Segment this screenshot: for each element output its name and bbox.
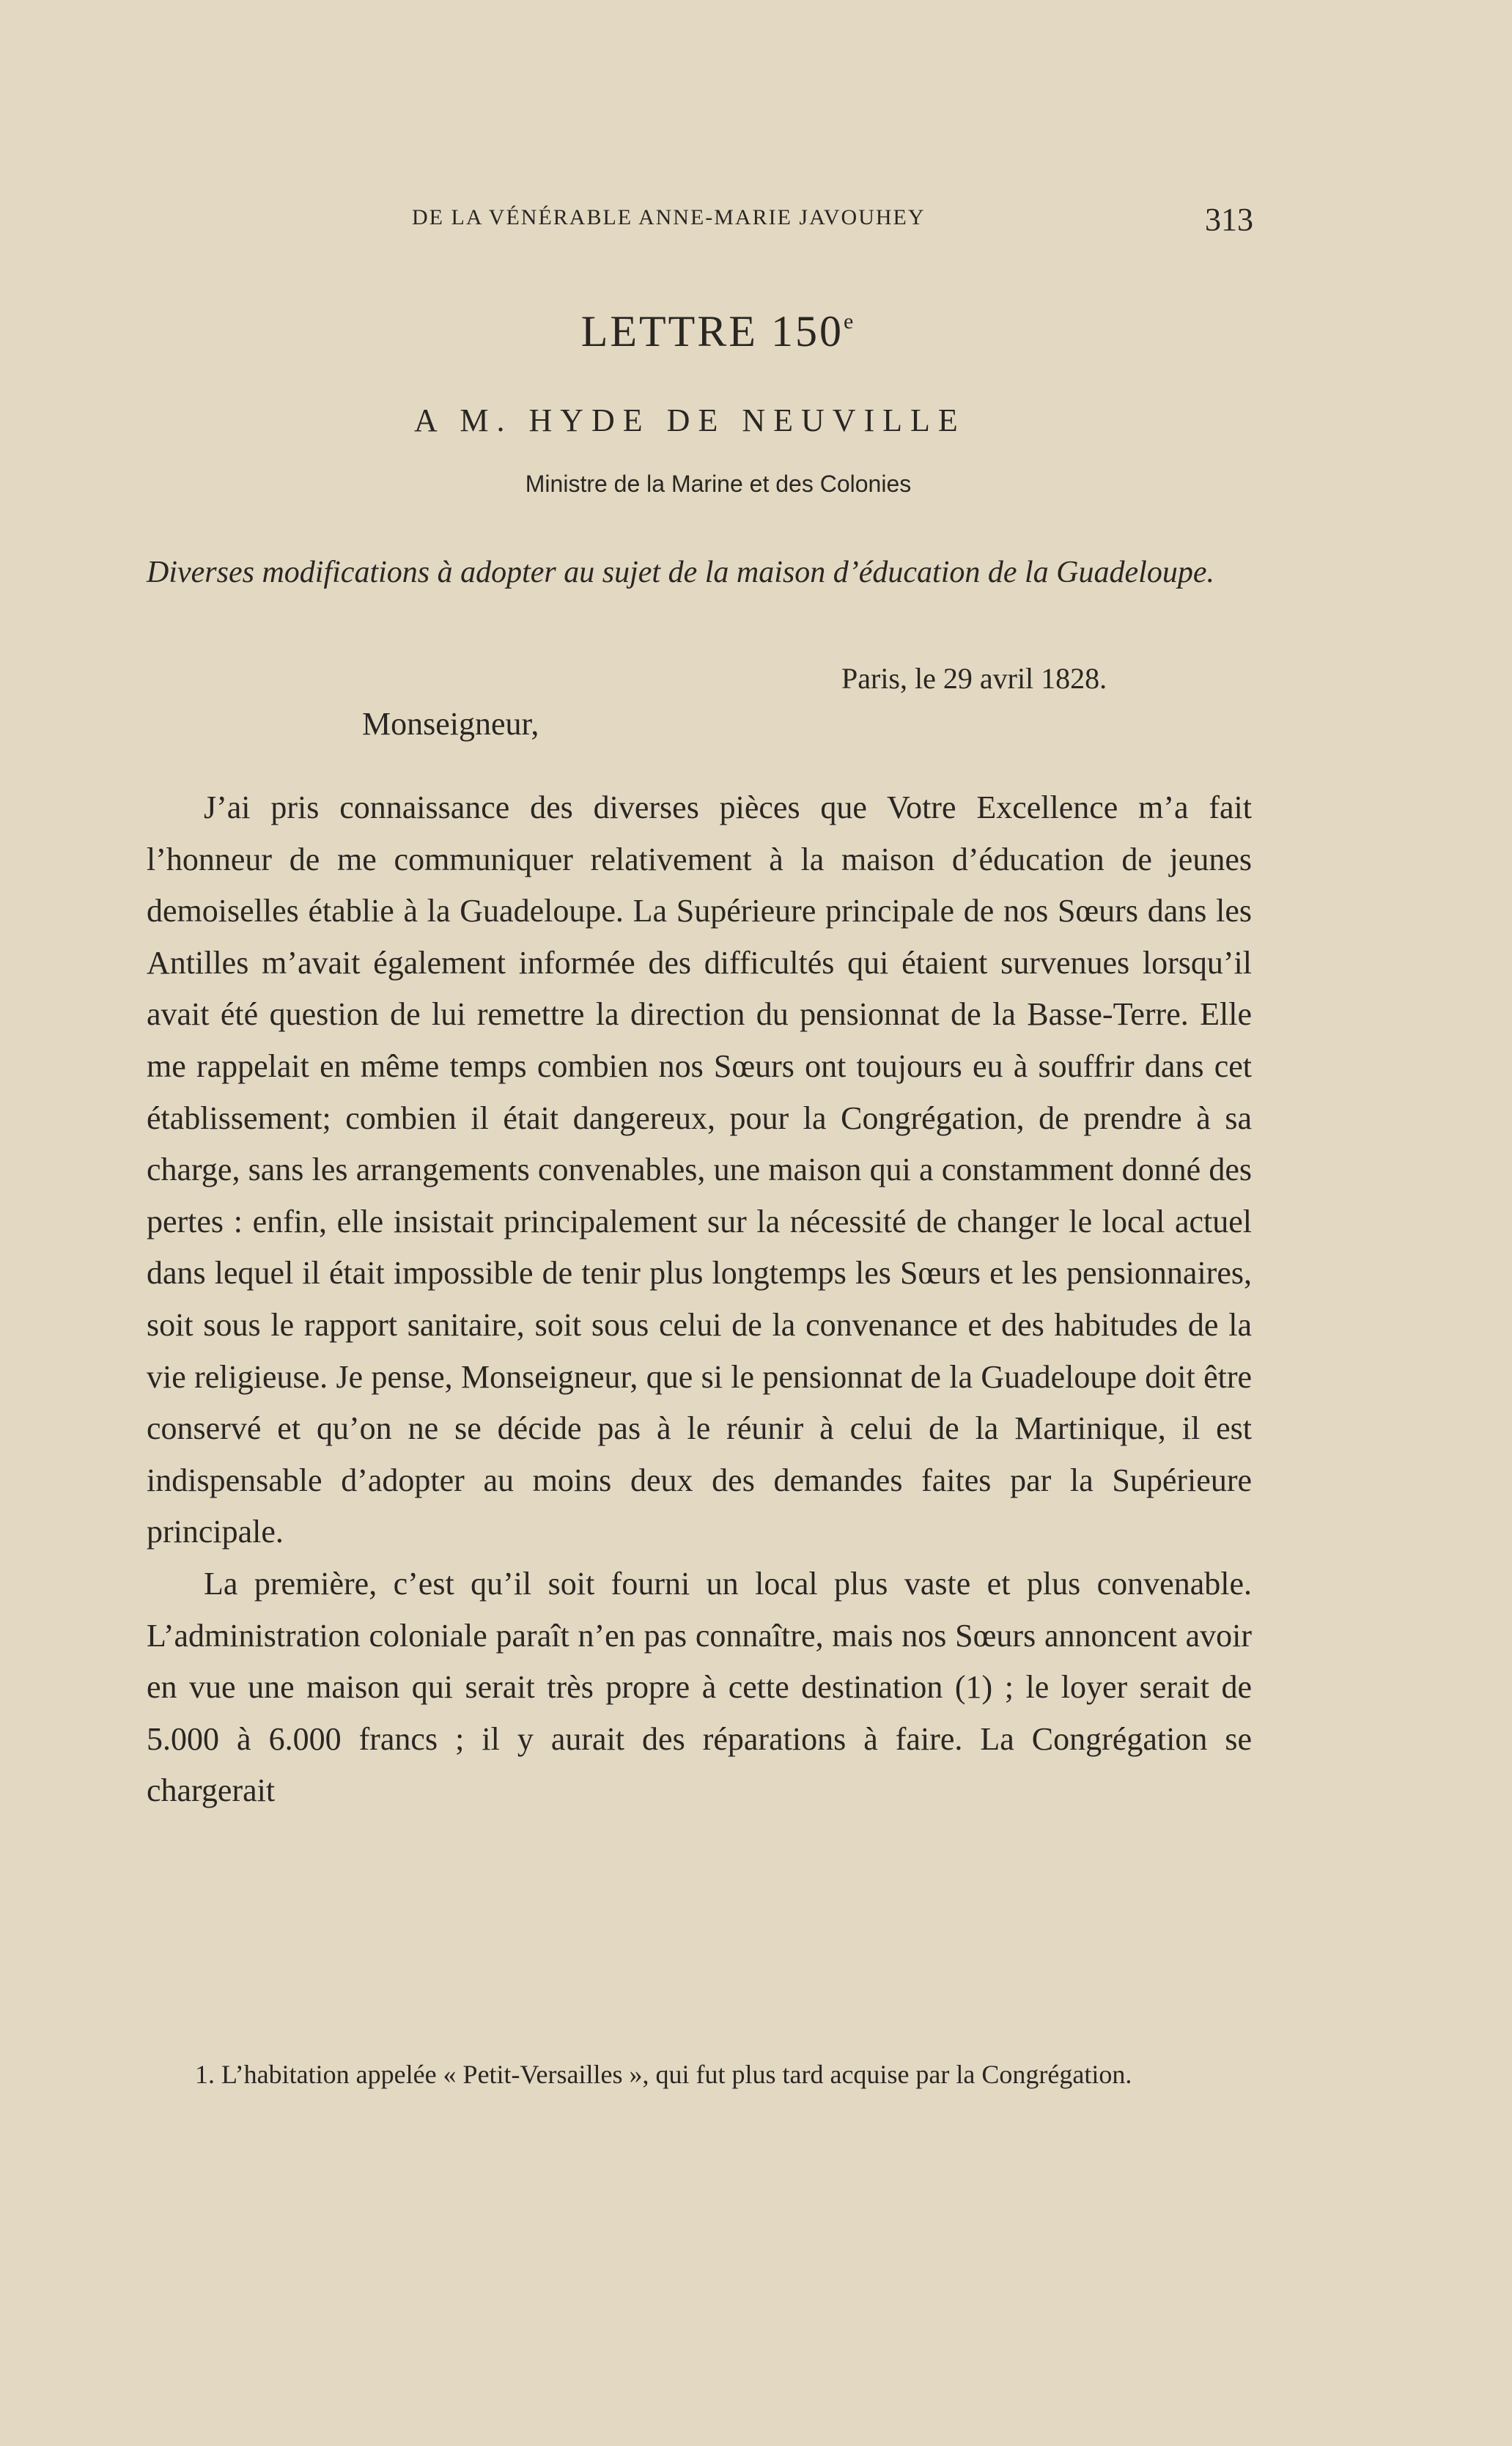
letter-summary: Diverses modifications à adopter au sujet de la maison d’éducation de la Guadeloupe. bbox=[147, 556, 1214, 589]
letter-salutation: Monseigneur, bbox=[362, 706, 539, 742]
running-head-title: DE LA VÉNÉRABLE ANNE-MARIE JAVOUHEY bbox=[412, 205, 926, 229]
letter-title-text: LETTRE 150 bbox=[580, 307, 844, 356]
body-paragraph: La première, c’est qu’il soit fourni un local plus vaste et plus convenable. L’administration coloniale paraît n’en pas connaître, mais nos Sœurs annoncent avoir en vue une maison qui serait très propre à cette destination (1) ; le loyer serait de 5.000 à 6.000 francs ; il y aurait des réparations à faire. La Congrégation se chargerait bbox=[147, 1565, 1252, 1809]
letter-title bbox=[0, 306, 1437, 357]
page-number: 313 bbox=[1205, 202, 1253, 237]
footnote: 1. L’habitation appelée « Petit-Versailles », qui fut plus tard acquise par la Congrégation. bbox=[195, 2060, 1132, 2089]
letter-title-superscript: e bbox=[843, 309, 856, 334]
letter-dateline: Paris, le 29 avril 1828. bbox=[841, 662, 1107, 695]
letter-recipient: A M. HYDE DE NEUVILLE bbox=[414, 402, 966, 438]
body-paragraph: J’ai pris connaissance des diverses pièces que Votre Excellence m’a fait l’honneur de me communiquer relativement à la maison d’éducation de jeunes demoiselles établie à la Guadeloupe. La Supérieure principale de nos Sœurs dans les Antilles m’avait également informée des difficultés qui étaient survenues lorsqu’il avait été question de lui remettre la direction du pensionnat de la Basse-Terre. Elle me rappelait en même temps combien nos Sœurs ont toujours eu à souffrir dans cet établissement; combien il était dangereux, pour la Congrégation, de prendre à sa charge, sans les arrangements convenables, une maison qui a constamment donné des pertes : enfin, elle insistait principalement sur la nécessité de changer le local actuel dans lequel il était impossible de tenir plus longtemps les Sœurs et les pensionnaires, soit sous le rapport sanitaire, soit sous celui de la convenance et des habitudes de la vie religieuse. Je pense, Monseigneur, que si le pensionnat de la Guadeloupe doit être conservé et qu’on ne se décide pas à le réunir à celui de la Martinique, il est indispensable d’adopter au moins deux des demandes faites par la Supérieure principale. bbox=[147, 789, 1252, 1550]
letter-body bbox=[147, 782, 1252, 1817]
recipient-role: Ministre de la Marine et des Colonies bbox=[525, 471, 912, 497]
